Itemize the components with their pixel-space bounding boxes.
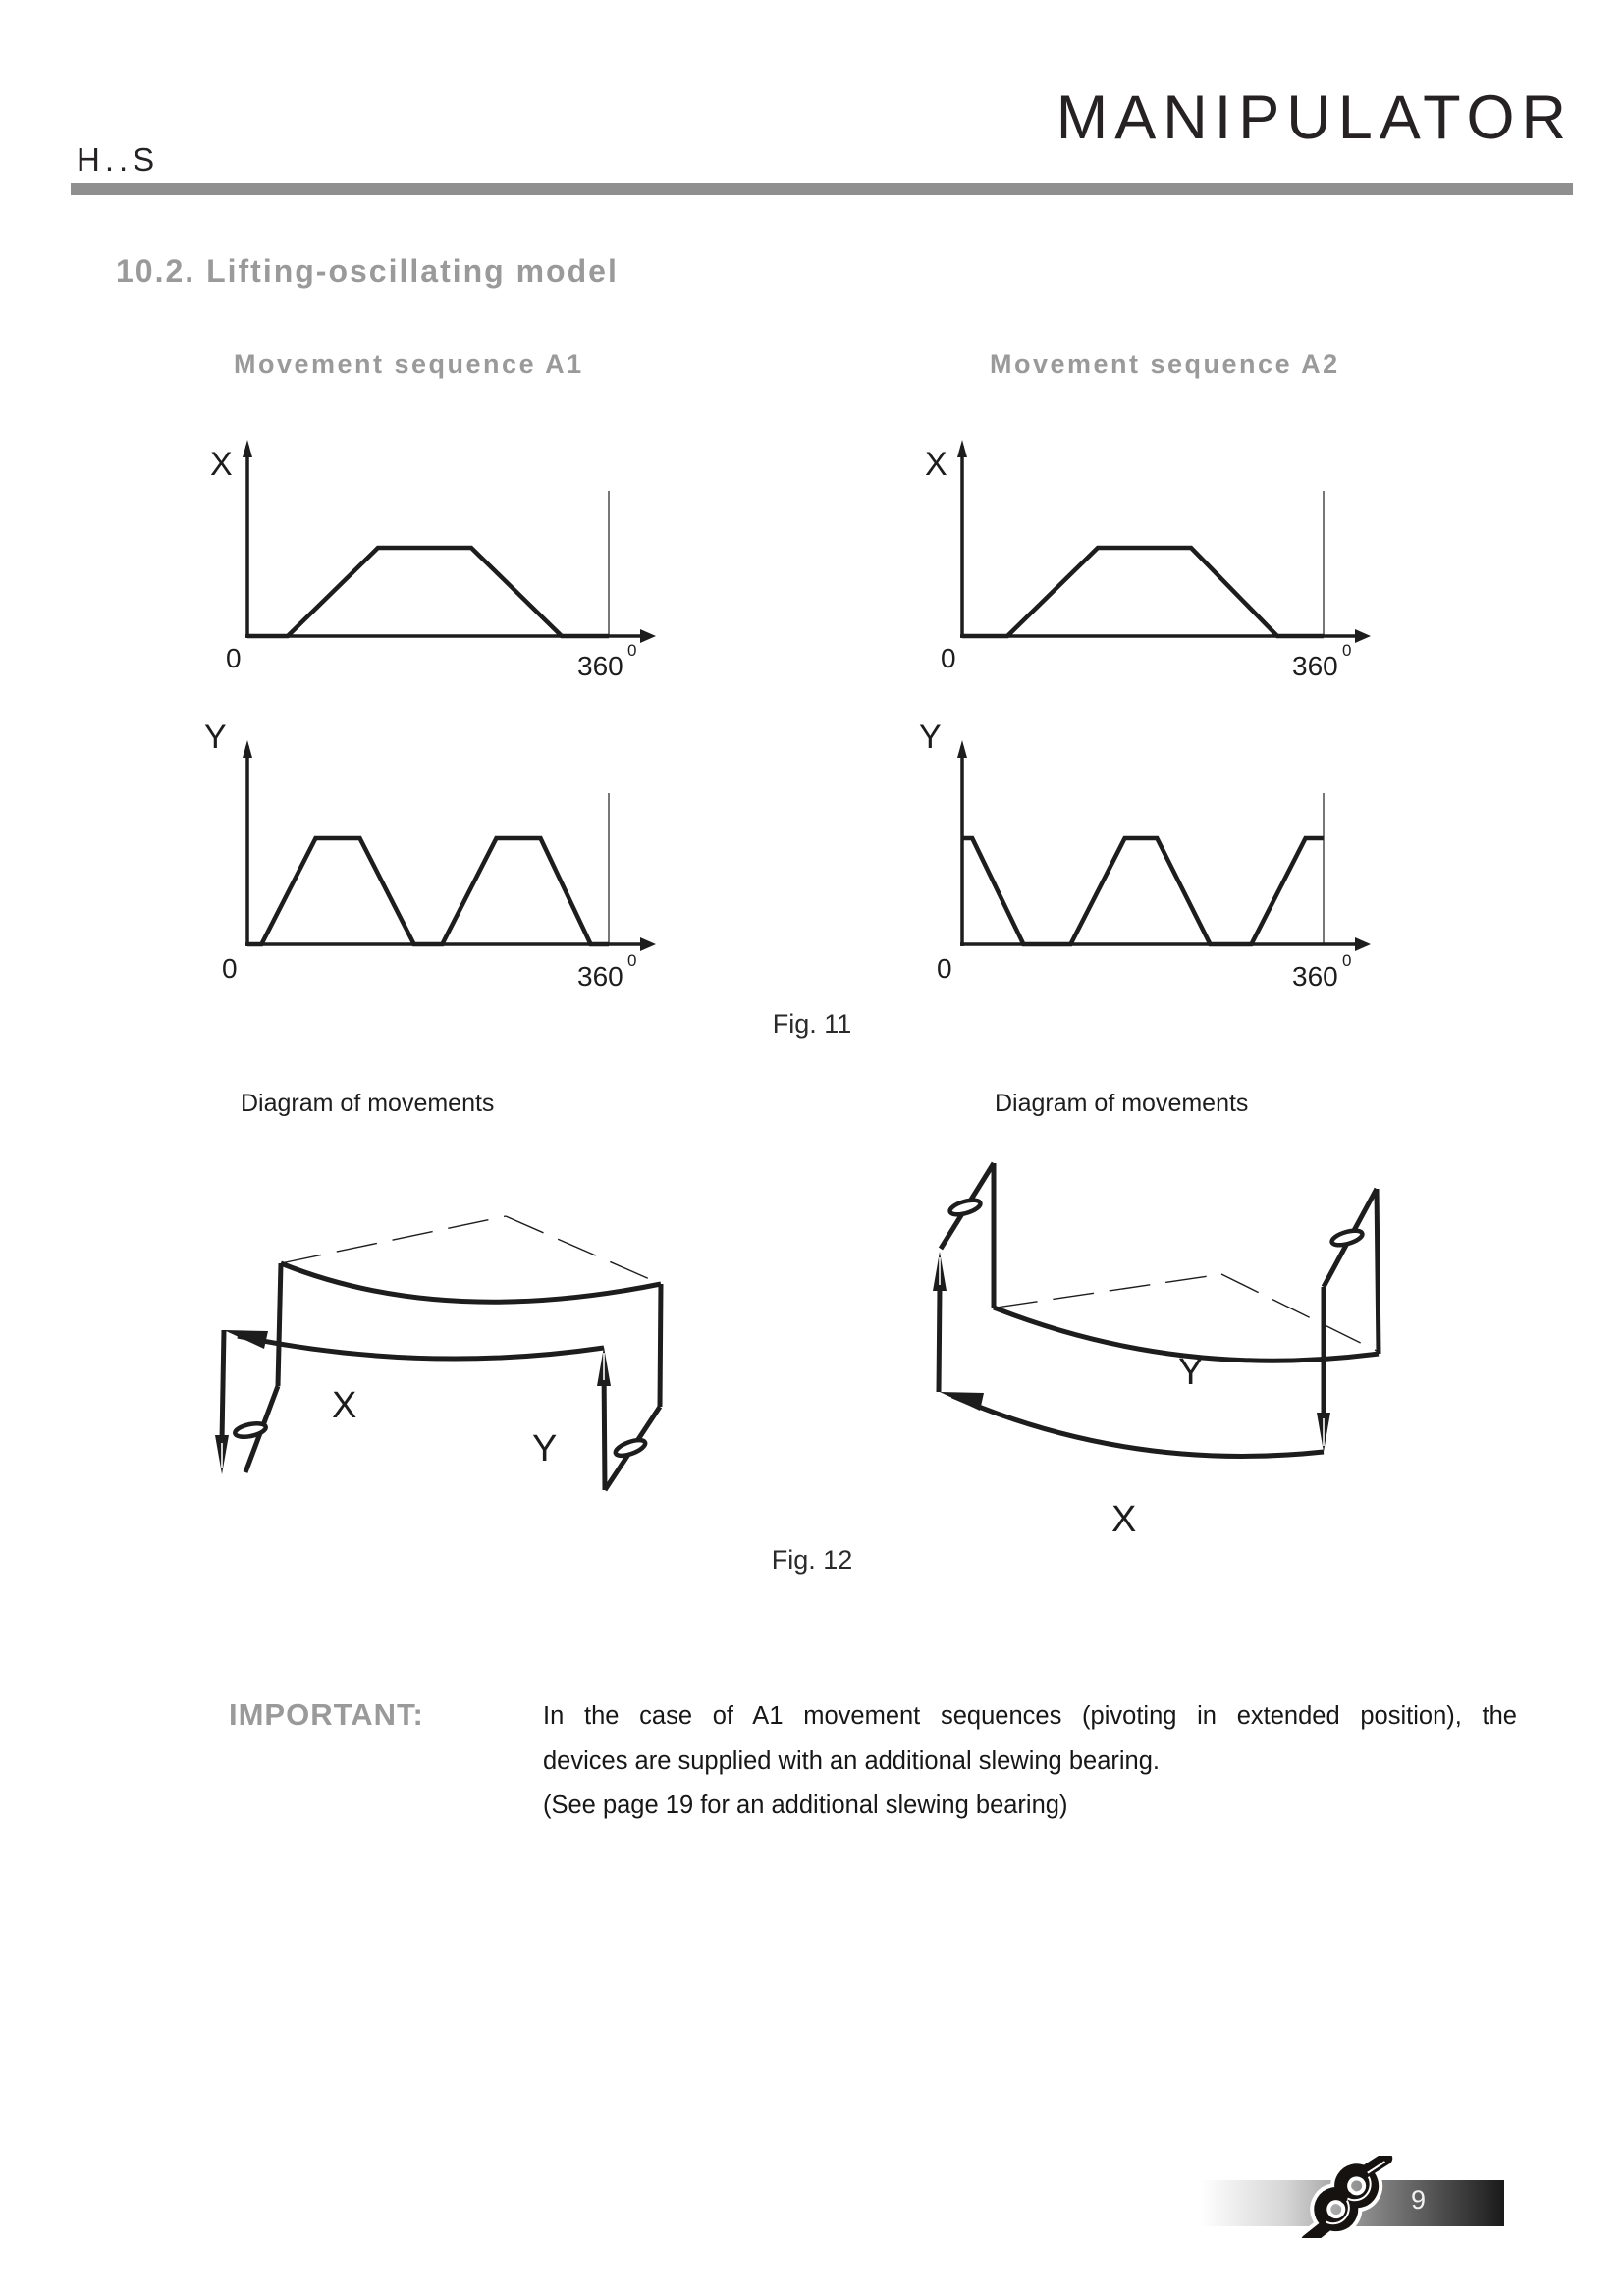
figure-12-caption: Fig. 12 <box>771 1545 853 1575</box>
chart-a1-x <box>147 420 756 700</box>
pivot-arc-arrow-shaft <box>952 1396 1324 1456</box>
axis-label: Y <box>204 719 227 756</box>
origin-label: 0 <box>226 643 242 673</box>
y-axis-arrow-icon <box>243 740 252 758</box>
x-motion-label: X <box>332 1385 357 1426</box>
waveform <box>962 548 1324 636</box>
header-divider-bar <box>71 183 1573 195</box>
waveform <box>247 548 609 636</box>
important-paragraph <box>543 1694 1517 1829</box>
x-axis-arrow-icon <box>1355 629 1371 643</box>
axis-label: Y <box>919 719 942 756</box>
band-right-edge <box>1377 1189 1379 1354</box>
diagram-caption-left: Diagram of movements <box>241 1090 495 1117</box>
origin-label: 0 <box>941 643 956 673</box>
important-line-2: devices are supplied with an additional slewing bearing. <box>543 1746 1160 1775</box>
deg-360-label: 360 <box>1292 651 1338 681</box>
right-joint-ellipse-icon <box>1330 1228 1364 1248</box>
deg-360-superscript: 0 <box>627 641 637 660</box>
deg-360-superscript: 0 <box>1342 641 1352 660</box>
figure-11-caption: Fig. 11 <box>772 1009 852 1039</box>
chart-a2-x <box>862 420 1471 700</box>
right-joint-ellipse-icon <box>614 1437 647 1459</box>
knot-logo-icon <box>1288 2156 1402 2238</box>
movement-diagram-a2 <box>884 1127 1473 1539</box>
deg-360-superscript: 0 <box>1342 951 1352 970</box>
chart-a2-y <box>862 699 1471 993</box>
band-right-edge <box>660 1284 661 1407</box>
deg-360-label: 360 <box>1292 961 1338 991</box>
left-joint-ellipse-icon <box>948 1198 982 1217</box>
band-left-edge <box>278 1263 281 1386</box>
important-label: IMPORTANT: <box>229 1697 424 1732</box>
x-motion-label: X <box>1111 1499 1137 1539</box>
x-axis-arrow-icon <box>640 629 656 643</box>
sector-top-face-dashed <box>281 1216 661 1284</box>
waveform <box>962 838 1324 944</box>
header-model-code: H..S <box>77 141 160 178</box>
deg-360-label: 360 <box>577 651 623 681</box>
x-axis-arrow-icon <box>640 937 656 951</box>
diagram-caption-right: Diagram of movements <box>995 1090 1249 1117</box>
y-axis-arrow-icon <box>243 440 252 457</box>
chart-a1-y <box>147 699 756 993</box>
axis-label: X <box>210 446 233 483</box>
pivot-arc-arrow-shaft <box>238 1336 604 1359</box>
y-axis-arrow-icon <box>957 440 967 457</box>
deg-360-label: 360 <box>577 961 623 991</box>
header-product-title: MANIPULATOR <box>1056 83 1573 152</box>
band-top-arc <box>281 1263 661 1302</box>
page-number: 9 <box>1411 2185 1427 2215</box>
left-joint-ellipse-icon <box>234 1421 267 1439</box>
deg-360-superscript: 0 <box>627 951 637 970</box>
lift-down-arrow-shaft <box>222 1330 224 1441</box>
y-motion-label: Y <box>532 1428 558 1469</box>
y-motion-label: Y <box>1178 1352 1204 1393</box>
axis-label: X <box>925 446 947 483</box>
pivot-arc-arrow-icon <box>940 1392 984 1411</box>
lift-up-arrow-shaft <box>939 1287 940 1392</box>
waveform <box>247 838 609 944</box>
important-line-3: (See page 19 for an additional slewing bearing) <box>543 1791 1068 1819</box>
origin-label: 0 <box>937 953 952 984</box>
important-line-1: In the case of A1 movement sequences (pivoting in extended position), the <box>543 1702 1517 1730</box>
section-title: 10.2. Lifting-oscillating model <box>116 253 619 289</box>
column-title-a2: Movement sequence A2 <box>990 349 1340 379</box>
y-axis-arrow-icon <box>957 740 967 758</box>
movement-diagram-a1 <box>128 1129 717 1541</box>
column-title-a1: Movement sequence A1 <box>234 349 584 379</box>
origin-label: 0 <box>222 953 238 984</box>
x-axis-arrow-icon <box>1355 937 1371 951</box>
pivot-arc-arrow-icon <box>224 1330 268 1349</box>
